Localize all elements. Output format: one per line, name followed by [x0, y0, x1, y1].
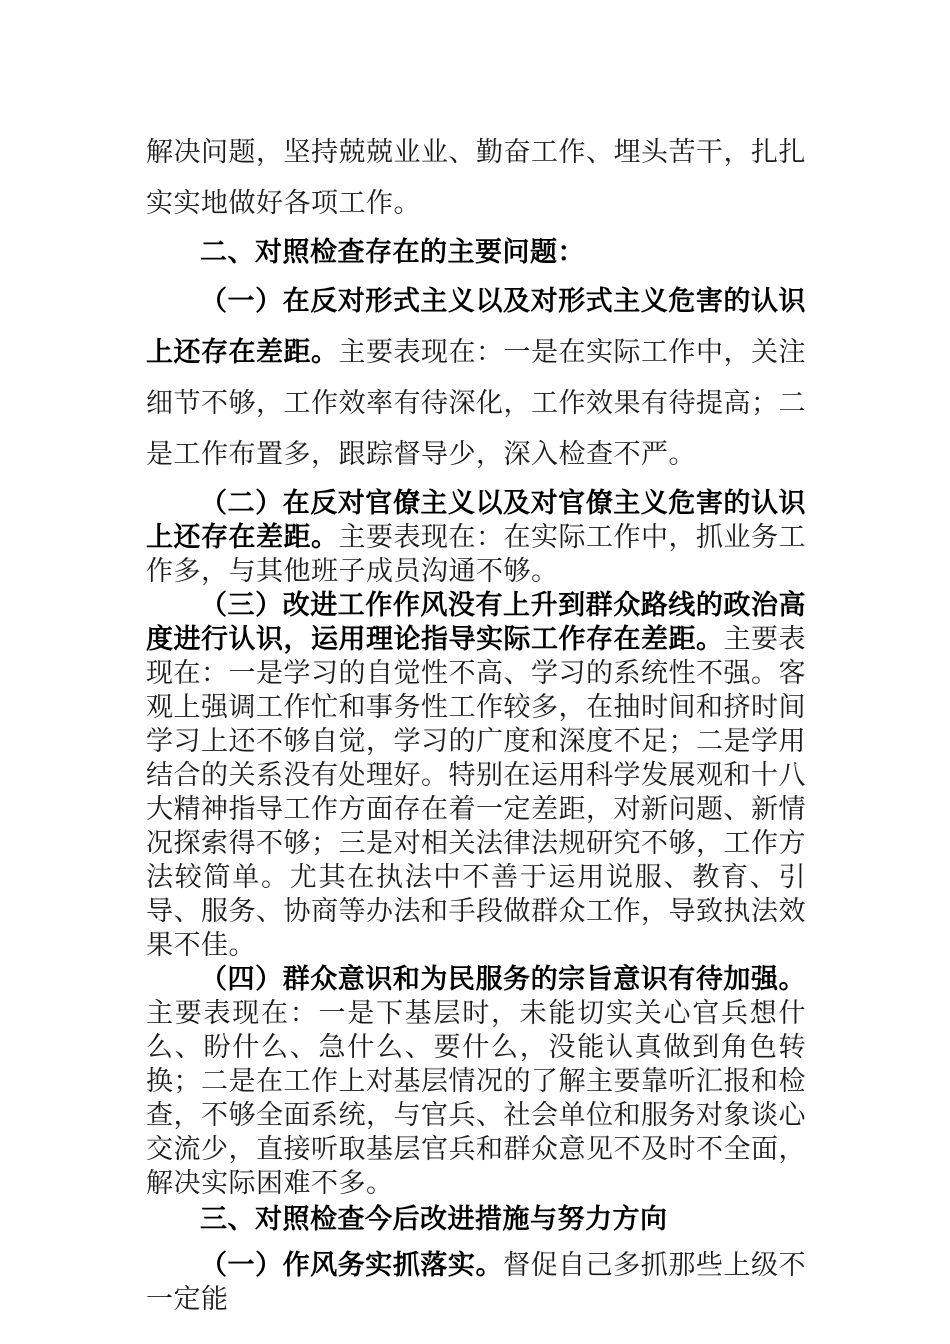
item-text: 督促自己多抓那些上级不一定能 [146, 1250, 807, 1315]
item-text: 主要表现在：一是学习的自觉性不高、学习的系统性不强。客观上强调工作忙和事务性工作较多，在抽时间和挤时间学习上还不够自觉，学习的广度和深度不足；二是学用结合的关系没有处理好。特别在运用科学发展观和十八大精神指导工作方面存在着一定差距，对新问题、新情况探索得不够；三是对相关法律法规研究不够，工作方法较简单。尤其在执法中不善于运用说服、教育、引导、服务、协商等办法和手段做群众工作，导致执法效果不佳。 [146, 624, 806, 961]
paragraph-item-1 [146, 276, 806, 480]
paragraph-continuation [146, 0, 806, 229]
item-text: 主要表现在：一是在实际工作中，关注细节不够，工作效率有待深化，工作效果有待提高；二是工作布置多，跟踪督导少，深入检查不严。 [146, 337, 806, 470]
item-heading: （一）在反对形式主义以及对形式主义危害的认识上还存在差距。 [146, 286, 806, 368]
section-heading-2: 二、对照检查存在的主要问题： [200, 237, 585, 268]
item-heading: （四）群众意识和为民服务的宗旨意识有待加强。 [200, 964, 806, 995]
paragraph-item-2 [146, 487, 806, 589]
item-heading: （二）在反对官僚主义以及对官僚主义危害的认识上还存在差距。 [146, 488, 806, 553]
item-text: 主要表现在：在实际工作中，抓业务工作多，与其他班子成员沟通不够。 [146, 522, 806, 587]
paragraph-text: 解决问题，坚持兢兢业业、勤奋工作、埋头苦干，扎扎实实地做好各项工作。 [146, 137, 806, 219]
section-heading-3: 三、对照检查今后改进措施与努力方向 [200, 1204, 668, 1235]
item-text: 主要表现在：一是下基层时，未能切实关心官兵想什么、盼什么、急什么、要什么，没能认真做到角色转换；二是在工作上对基层情况的了解主要靠听汇报和检查，不够全面系统，与官兵、社会单位和服务对象谈心交流少，直接听取基层官兵和群众意见不及时不全面，解决实际困难不多。 [146, 998, 806, 1199]
paragraph-item-5 [146, 1249, 806, 1317]
paragraph-item-4 [146, 963, 806, 1201]
item-heading: （三）改进工作作风没有上升到群众路线的政治高度进行认识，运用理论指导实际工作存在差距。 [146, 590, 806, 655]
item-heading: （一）作风务实抓落实。 [200, 1250, 504, 1281]
paragraph-item-3 [146, 589, 806, 963]
